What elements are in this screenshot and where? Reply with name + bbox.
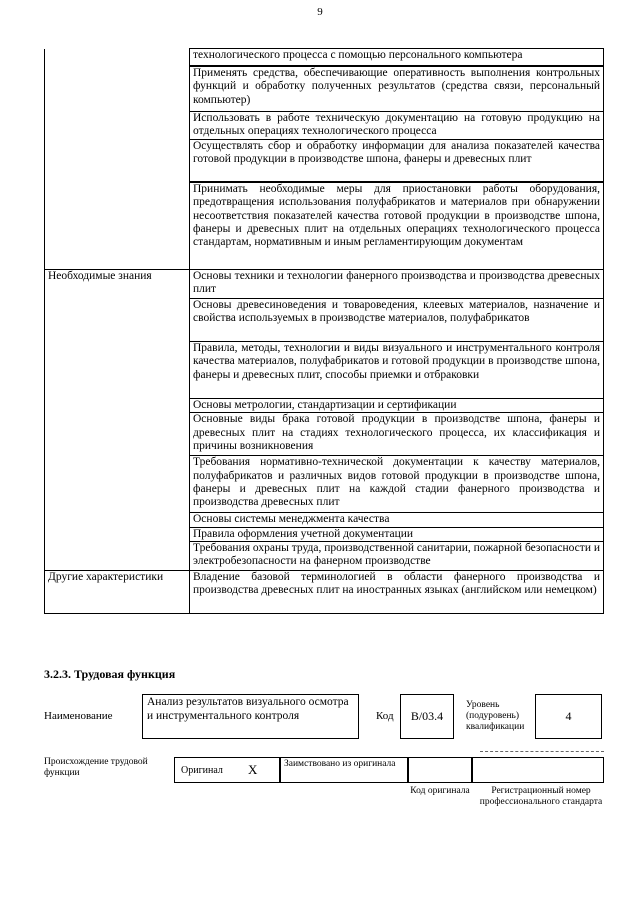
knowledge-cell: Правила оформления учетной документации xyxy=(190,527,604,541)
requirements-table xyxy=(44,48,604,614)
other-cell: Владение базовой терминологией в области фанерного производства и производства древесных плит на иностранных языках (английском или немецком) xyxy=(190,570,604,613)
reg-number-caption: Регистрационный номер профессионального стандарта xyxy=(479,786,603,807)
knowledge-cell: Основы метрологии, стандартизации и сертификации xyxy=(190,399,604,413)
skill-cell: Осуществлять сбор и обработку информации для анализа показателей качества готовой продукции в производстве шпона, фанеры и древесных плит xyxy=(190,140,604,183)
knowledge-label: Необходимые знания xyxy=(45,270,190,571)
knowledge-cell: Требования нормативно-технической документации к качеству материалов, полуфабрикатов и различных видов готовой продукции в производстве шпона, фанеры и древесных плит на каждой стадии фанерного производства и производства древесных плит xyxy=(190,456,604,513)
knowledge-cell: Основные виды брака готовой продукции в производстве шпона, фанеры и древесных плит на стадиях технологического процесса, их классификация и причины возникновения xyxy=(190,413,604,456)
name-label: Наименование xyxy=(44,710,113,722)
skill-cell: технологического процесса с помощью персонального компьютера xyxy=(190,49,604,67)
origin-label: Происхождение трудовой функции xyxy=(44,757,148,778)
code-original-caption: Код оригинала xyxy=(410,786,470,796)
level-value-box: 4 xyxy=(535,694,602,739)
level-label: Уровень (подуровень) квалификации xyxy=(466,700,525,732)
knowledge-cell: Основы древесиноведения и товароведения, клеевых материалов, назначение и свойства используемых в производстве материалов, полуфабрикатов xyxy=(190,299,604,342)
knowledge-cell: Требования охраны труда, производственной санитарии, пожарной безопасности и электробезопасности на фанерном производстве xyxy=(190,541,604,570)
original-mark: X xyxy=(248,762,258,777)
original-label: Оригинал xyxy=(181,765,223,776)
skill-cell: Применять средства, обеспечивающие оперативность выполнения контрольных функций и обработку полученных результатов (средства связи, персональный компьютер) xyxy=(190,66,604,112)
skill-cell: Принимать необходимые меры для приостановки работы оборудования, предотвращения использования полуфабрикатов и материалов при обнаружении несоответствия показателей качества готовой продукции в производстве шпона, фанеры и древесных плит на отдельных операциях технологического процесса стандартам, нормативным и иным регламентирующим документам xyxy=(190,182,604,270)
borrowed-box: Заимствовано из оригинала xyxy=(280,757,408,783)
code-original-box xyxy=(408,757,472,783)
knowledge-cell: Правила, методы, технологии и виды визуального и инструментального контроля качества материалов, полуфабрикатов и готовой продукции в производстве шпона, фанеры и древесных плит, способы приемки и отбраковки xyxy=(190,342,604,399)
blank-rowhead xyxy=(45,49,190,270)
code-value-box: В/03.4 xyxy=(400,694,454,739)
knowledge-cell: Основы техники и технологии фанерного производства и производства древесных плит xyxy=(190,270,604,299)
knowledge-cell: Основы системы менеджмента качества xyxy=(190,513,604,527)
code-label: Код xyxy=(376,710,394,722)
dashed-line xyxy=(480,751,604,752)
function-name-box: Анализ результатов визуального осмотра и инструментального контроля xyxy=(142,694,359,739)
skill-cell: Использовать в работе техническую документацию на готовую продукцию на отдельных операциях технологического процесса xyxy=(190,112,604,140)
other-label: Другие характеристики xyxy=(45,570,190,613)
page-number: 9 xyxy=(317,6,323,18)
original-box xyxy=(174,757,280,783)
reg-number-box xyxy=(472,757,604,783)
section-title: 3.2.3. Трудовая функция xyxy=(44,667,176,681)
